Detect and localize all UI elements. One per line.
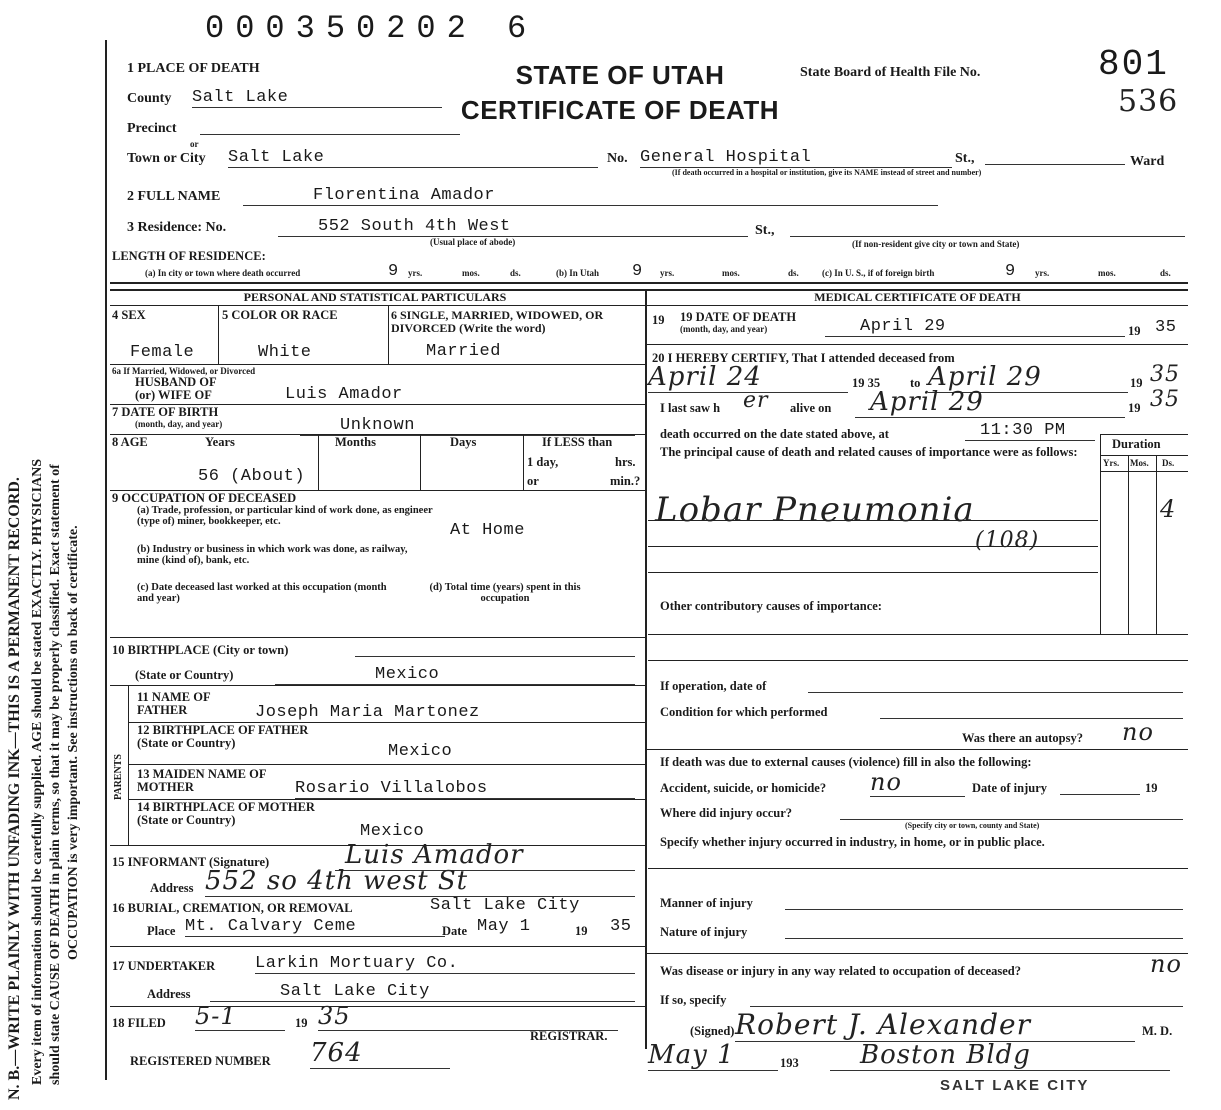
occupation-d-label: (d) Total time (years) spent in this occupation — [429, 582, 581, 605]
dob-label: 7 DATE OF BIRTH — [112, 405, 219, 419]
father-birthplace-label: 12 BIRTHPLACE OF FATHER (State or Country) — [137, 723, 309, 751]
occupation-label: 9 OCCUPATION OF DECEASED — [112, 491, 297, 505]
condition-label: Condition for which performed — [660, 705, 828, 719]
alive-on-label: alive on — [790, 401, 832, 415]
spouse-label-3: (or) WIFE OF — [135, 388, 212, 402]
city-residence-label: (a) In city or town where death occurred — [145, 268, 301, 278]
registered-number-label: REGISTERED NUMBER — [130, 1054, 271, 1068]
dod-sub: (month, day, and year) — [680, 324, 768, 334]
mother-value: Rosario Villalobos — [295, 779, 635, 799]
injury-date-line — [1060, 794, 1140, 795]
us-yrs-label: yrs. — [1035, 268, 1050, 278]
burial-year: 35 — [610, 917, 632, 936]
informant-address: 552 so 4th west St — [205, 866, 635, 897]
attended-to-year: 35 — [1150, 362, 1180, 387]
parents-divider — [128, 685, 129, 845]
certify-label: 20 I HEREBY CERTIFY, That I attended deceased from — [652, 351, 955, 365]
dod-year-prefix: 19 — [1128, 324, 1141, 338]
physician-signature: Robert J. Alexander — [735, 1008, 1135, 1042]
last-saw-label: I last saw h — [660, 401, 721, 415]
birthplace-label: 10 BIRTHPLACE (City or town) — [112, 643, 289, 657]
med-divider-2 — [645, 749, 1188, 750]
manner-injury-line — [785, 909, 1183, 910]
undertaker-address-label: Address — [147, 987, 191, 1001]
med-divider-1 — [645, 344, 1188, 345]
age-days-label: Days — [450, 435, 477, 449]
contributory-label: Other contributory causes of importance: — [660, 599, 882, 613]
duration-label: Duration — [1112, 437, 1161, 451]
dob-sub: (month, day, and year) — [135, 419, 223, 429]
center-divider — [645, 289, 647, 1049]
residence-st-label: St., — [755, 223, 775, 238]
divider-residence — [110, 282, 1188, 284]
spouse-value: Luis Amador — [250, 385, 635, 405]
row-divider-11 — [110, 946, 645, 947]
city-ds-label: ds. — [510, 268, 521, 278]
father-birthplace-value: Mexico — [388, 742, 453, 761]
mother-label: 13 MAIDEN NAME OF MOTHER — [137, 767, 267, 795]
city-residence-years: 9 — [388, 262, 399, 281]
color-label: 5 COLOR OR RACE — [222, 308, 338, 322]
us-residence-label: (c) In U. S., if of foreign birth — [822, 268, 935, 278]
father-label: 11 NAME OF FATHER — [137, 690, 211, 718]
attended-to-year-prefix: 19 — [1130, 376, 1143, 390]
town-label: Town or City — [127, 151, 206, 166]
residence-st-line — [790, 236, 1185, 237]
age-col-1 — [318, 434, 319, 491]
occupation-a-label: (a) Trade, profession, or particular kind of work done, as engineer (type of) miner, bookkeeper, etc. — [137, 505, 433, 528]
burial-year-prefix: 19 — [575, 924, 588, 938]
undertaker-label: 17 UNDERTAKER — [112, 959, 216, 973]
last-saw-her: er — [743, 388, 769, 413]
city-mos-label: mos. — [462, 268, 480, 278]
occupation-c-label: (c) Date deceased last worked at this occupation (month and year) — [137, 582, 387, 605]
registered-number: 764 — [310, 1038, 450, 1069]
file-no-label: State Board of Health File No. — [800, 65, 981, 80]
injury-date-label: Date of injury — [972, 781, 1047, 795]
where-injury-line — [840, 819, 1183, 820]
last-saw-year: 35 — [1150, 387, 1180, 412]
cause-label: The principal cause of death and related causes of importance were as follows: — [660, 445, 1078, 459]
age-label: 8 AGE — [112, 435, 148, 449]
last-saw-date: April 29 — [855, 387, 1125, 418]
residence-label: 3 Residence: No. — [127, 220, 227, 235]
occupation-related-value: no — [1150, 950, 1182, 978]
time-value: 11:30 PM — [965, 421, 1095, 441]
occupation-b-label: (b) Industry or business in which work was done, as railway, mine (kind of), bank, etc. — [137, 544, 408, 567]
cause-line-1 — [648, 520, 1098, 521]
cause-code: (108) — [975, 528, 1040, 553]
where-injury-note: (Specify city or town, county and State) — [905, 821, 1040, 830]
row-divider-1 — [110, 364, 645, 365]
informant-signature: Luis Amador — [335, 840, 635, 871]
occupation-value: At Home — [450, 521, 525, 540]
if-so-line — [750, 1006, 1183, 1007]
undertaker-value: Larkin Mortuary Co. — [255, 954, 635, 974]
filed-value: 5-1 — [195, 1002, 285, 1031]
sign-year-prefix: 193 — [780, 1056, 799, 1070]
row-divider-8 — [128, 764, 645, 765]
city-stamp: SALT LAKE CITY — [940, 1077, 1090, 1094]
marital-value: Married — [426, 342, 501, 361]
dod-year: 35 — [1155, 318, 1177, 337]
color-value: White — [258, 343, 312, 362]
utah-residence-years: 9 — [632, 262, 643, 281]
cause-line-2 — [648, 546, 1098, 547]
filed-label: 18 FILED — [112, 1016, 166, 1030]
dod-label: 19 DATE OF DEATH — [680, 310, 797, 324]
duration-top — [1100, 434, 1188, 435]
attended-to-label: to — [910, 376, 921, 390]
parents-label: PARENTS — [113, 754, 124, 800]
side-note-instructions-2: should state CAUSE OF DEATH in plain terms, so that it may be properly classified. Exact statement of — [48, 464, 63, 1085]
st-line — [985, 164, 1125, 165]
med-divider-3 — [645, 953, 1188, 954]
accident-label: Accident, suicide, or homicide? — [660, 781, 827, 795]
undertaker-address: Salt Lake City — [210, 982, 635, 1002]
duration-col-2 — [1156, 455, 1157, 634]
if-so-label: If so, specify — [660, 993, 727, 1007]
external-causes-label: If death was due to external causes (violence) fill in also the following: — [660, 755, 1032, 769]
one-day-label: 1 day, — [527, 455, 559, 469]
duration-col-1 — [1128, 455, 1129, 634]
operation-label: If operation, date of — [660, 679, 767, 693]
attended-from-year: 19 35 — [852, 376, 881, 390]
side-note-permanent: N. B.—WRITE PLAINLY WITH UNFADING INK—THIS IS A PERMANENT RECORD. — [6, 477, 23, 1100]
physician-address: Boston Bldg — [830, 1040, 1170, 1071]
burial-place-label: Place — [147, 924, 176, 938]
manner-injury-label: Manner of injury — [660, 896, 753, 910]
burial-city: Salt Lake City — [430, 896, 580, 915]
sex-value: Female — [130, 343, 195, 362]
county-value: Salt Lake — [192, 88, 442, 108]
med-divider-contrib-2 — [648, 660, 1188, 661]
accident-value: no — [870, 768, 965, 797]
informant-address-label: Address — [150, 881, 194, 895]
time-label: death occurred on the date stated above, at — [660, 427, 889, 441]
full-name-value: Florentina Amador — [243, 186, 938, 206]
md-label: M. D. — [1142, 1024, 1173, 1038]
utah-mos-label: mos. — [722, 268, 740, 278]
row-divider-6 — [110, 685, 645, 686]
signed-label: (Signed) — [690, 1024, 735, 1038]
place-section-label: 1 PLACE OF DEATH — [127, 61, 260, 76]
age-years-label: Years — [205, 435, 235, 449]
no-label: No. — [607, 151, 628, 166]
birthplace-value: Mexico — [275, 665, 635, 685]
age-months-label: Months — [335, 435, 376, 449]
cause-duration: 4 — [1160, 495, 1177, 523]
duration-col-0 — [1100, 434, 1101, 634]
burial-date-label: Date — [442, 924, 467, 938]
institution-note: (If death occurred in a hospital or institution, give its NAME instead of street and number) — [672, 168, 982, 177]
file-no: 801 — [1098, 44, 1169, 85]
st-label: St., — [955, 151, 975, 166]
birthplace-city-line — [355, 656, 635, 657]
us-mos-label: mos. — [1098, 268, 1116, 278]
attended-to: April 29 — [928, 362, 1128, 393]
cause-of-death: Lobar Pneumonia — [655, 490, 975, 530]
operation-line — [808, 692, 1183, 693]
sex-label: 4 SEX — [112, 308, 146, 322]
file-no-2: 536 — [1118, 84, 1179, 119]
informant-label: 15 INFORMANT (Signature) — [112, 855, 270, 869]
nonresident-note: (If non-resident give city or town and State) — [852, 239, 1020, 249]
dob-value: Unknown — [300, 416, 635, 436]
injury-year-prefix: 19 — [1145, 781, 1158, 795]
utah-yrs-label: yrs. — [660, 268, 675, 278]
side-note-instructions-1: Every item of information should be carefully supplied. AGE should be stated EXACTLY. PHYSICIANS — [30, 458, 45, 1085]
med-divider-contrib — [648, 634, 1188, 635]
city-yrs-label: yrs. — [408, 268, 423, 278]
hrs-label: hrs. — [615, 455, 636, 469]
attended-from: April 24 — [648, 362, 848, 393]
precinct-line — [200, 134, 460, 135]
duration-ds: Ds. — [1162, 458, 1175, 468]
nature-injury-line — [785, 938, 1183, 939]
filed-year: 35 — [318, 1002, 618, 1031]
sex-color-divider — [218, 305, 219, 365]
county-label: County — [127, 91, 172, 106]
burial-date-value: May 1 — [477, 917, 531, 936]
utah-residence-label: (b) In Utah — [556, 268, 600, 278]
or-label: or — [190, 139, 199, 149]
length-of-residence-label: LENGTH OF RESIDENCE: — [112, 249, 266, 263]
duration-subline — [1100, 455, 1188, 456]
age-col-3 — [523, 434, 524, 491]
duration-header-line — [1100, 471, 1188, 472]
precinct-label: Precinct — [127, 121, 177, 136]
form-left-border — [105, 40, 107, 1080]
spouse-label-2: HUSBAND OF — [135, 375, 217, 389]
color-marital-divider — [388, 305, 389, 365]
age-value: 56 (About) — [198, 467, 306, 486]
institution-value: General Hospital — [640, 148, 952, 168]
ward-label: Ward — [1130, 154, 1165, 169]
dod-value: April 29 — [825, 317, 1125, 337]
filed-year-prefix: 19 — [295, 1016, 308, 1030]
duration-yrs: Yrs. — [1103, 458, 1120, 468]
utah-ds-label: ds. — [788, 268, 799, 278]
mother-birthplace-label: 14 BIRTHPLACE OF MOTHER (State or Country) — [137, 800, 315, 828]
us-ds-label: ds. — [1160, 268, 1171, 278]
cause-line-3 — [648, 572, 1098, 573]
duration-mos: Mos. — [1130, 458, 1149, 468]
residence-value: 552 South 4th West — [278, 217, 748, 237]
last-saw-year-prefix: 19 — [1128, 401, 1141, 415]
autopsy-value: no — [1122, 718, 1154, 746]
age-less-label: If LESS than — [542, 435, 613, 449]
specify-line — [648, 868, 1188, 869]
mother-birthplace-value: Mexico — [360, 822, 425, 841]
header-underline — [110, 305, 1188, 306]
side-note-instructions-3: OCCUPATION is very important. See instructions on back of certificate. — [66, 525, 81, 960]
abode-note: (Usual place of abode) — [430, 237, 516, 247]
specify-injury-label: Specify whether injury occurred in industry, in home, or in public place. — [660, 835, 1045, 849]
certificate-title: CERTIFICATE OF DEATH — [460, 95, 780, 125]
medical-header: MEDICAL CERTIFICATE OF DEATH — [814, 290, 1021, 304]
town-value: Salt Lake — [228, 148, 598, 168]
min-label: min.? — [610, 474, 641, 488]
row-divider-5 — [110, 637, 645, 638]
personal-header: PERSONAL AND STATISTICAL PARTICULARS — [243, 290, 507, 304]
nature-injury-label: Nature of injury — [660, 925, 748, 939]
burial-place-value: Mt. Calvary Ceme — [185, 917, 445, 937]
registrar-label: REGISTRAR. — [530, 1029, 608, 1043]
occupation-related-label: Was disease or injury in any way related to occupation of deceased? — [660, 964, 1021, 978]
age-col-2 — [420, 434, 421, 491]
us-residence-years: 9 — [1005, 262, 1016, 281]
dod-label-num: 19 — [652, 313, 665, 327]
or-min-label: or — [527, 474, 539, 488]
full-name-label: 2 FULL NAME — [127, 189, 221, 204]
state-title: STATE OF UTAH — [515, 60, 725, 90]
birthplace-state-label: (State or Country) — [135, 668, 234, 682]
father-value: Joseph Maria Martonez — [255, 703, 635, 723]
spouse-label-1: 6a If Married, Widowed, or Divorced — [112, 366, 256, 376]
where-injury-label: Where did injury occur? — [660, 806, 793, 820]
burial-label: 16 BURIAL, CREMATION, OR REMOVAL — [112, 901, 353, 915]
serial-number: 000350202 6 — [205, 10, 538, 47]
marital-label: 6 SINGLE, MARRIED, WIDOWED, OR DIVORCED (Write the word) — [391, 308, 604, 335]
sign-date: May 1 — [648, 1040, 778, 1071]
autopsy-label: Was there an autopsy? — [962, 731, 1083, 745]
